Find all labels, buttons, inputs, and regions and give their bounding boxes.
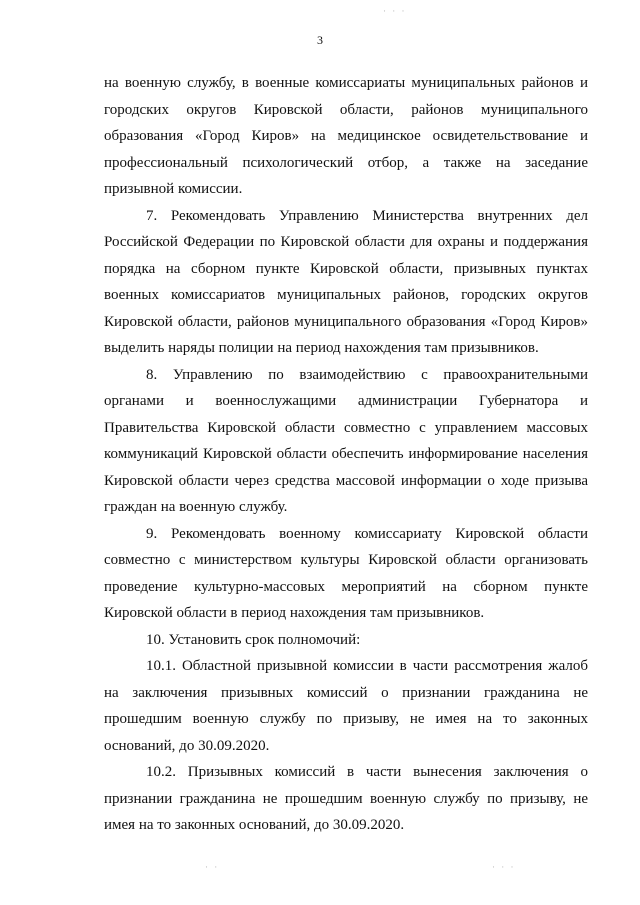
paragraph-item-8: 8. Управлению по взаимодействию с правоохранительными органами и военнослужащими администрации Губернатора и Правительства Кировской области совместно с управлением массовых коммуникаций Кировской области обеспечить информирование населения Кировской области через средства массовой информации о ходе призыва граждан на военную службу. <box>104 366 588 515</box>
scan-artifact: · · · <box>383 6 407 16</box>
paragraph-item-10-2: 10.2. Призывных комиссий в части вынесения заключения о признании гражданина не прошедшим военную службу по призыву, не имея на то законных оснований, до 30.09.2020. <box>104 764 588 833</box>
paragraph-item-10-1: 10.1. Областной призывной комиссии в части рассмотрения жалоб на заключения призывных комиссий о признании гражданина не прошедшим военную службу по призыву, не имея на то законных оснований, до 30.09.2020. <box>104 658 588 754</box>
scan-artifact: · · <box>205 862 220 872</box>
page-number: 3 <box>317 33 323 47</box>
scan-artifact: · · · <box>492 862 516 872</box>
paragraph-continuation: на военную службу, в военные комиссариаты муниципальных районов и городских округов Кировской области, районов муниципального образования «Город Киров» на медицинское освидетельствование и профессиональный психологический отбор, а также на заседание призывной комиссии. <box>104 75 588 197</box>
paragraph-item-9: 9. Рекомендовать военному комиссариату Кировской области совместно с министерством культуры Кировской области организовать проведение культурно-массовых мероприятий на сборном пункте Кировской области в период нахождения там призывников. <box>104 525 588 621</box>
paragraph-item-10: 10. Установить срок полномочий: <box>146 631 361 648</box>
document-body <box>104 70 588 839</box>
paragraph-item-7: 7. Рекомендовать Управлению Министерства внутренних дел Российской Федерации по Кировской области для охраны и поддержания порядка на сборном пункте Кировской области, призывных пунктах военных комиссариатов муниципальных районов, городских округов Кировской области, районов муниципального образования «Город Киров» выделить наряды полиции на период нахождения там призывников. <box>104 207 588 356</box>
